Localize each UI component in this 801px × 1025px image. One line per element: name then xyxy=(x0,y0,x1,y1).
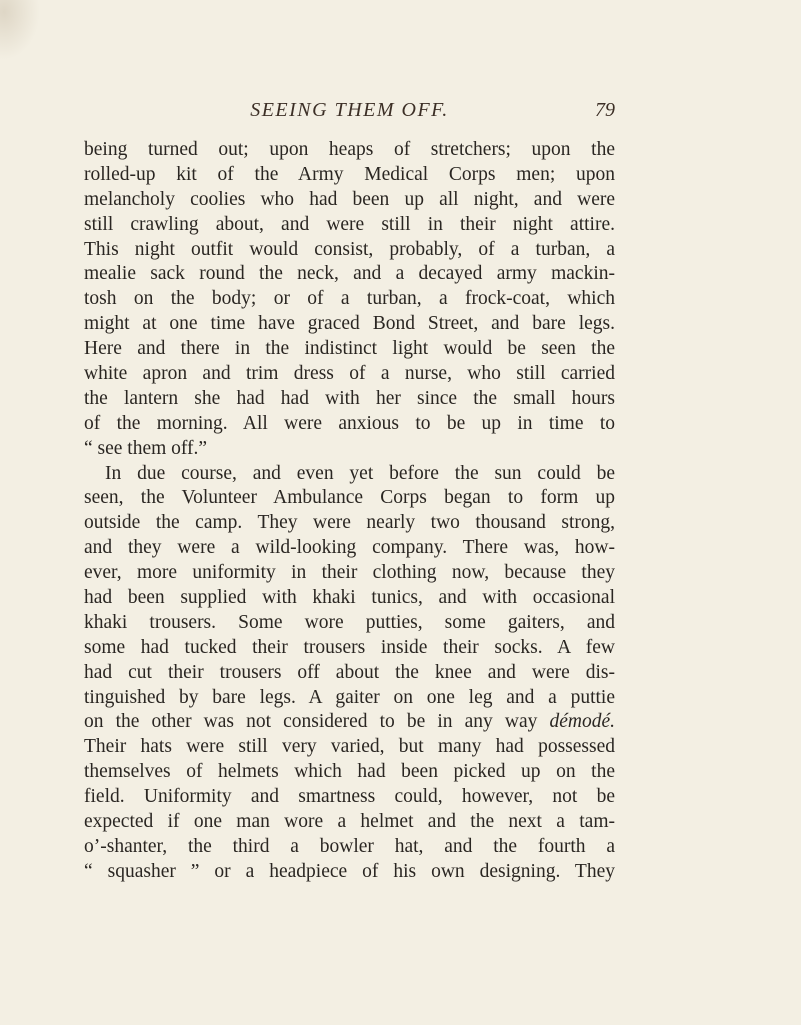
text-line xyxy=(84,362,615,387)
text-line xyxy=(84,561,615,586)
text-line xyxy=(84,636,615,661)
text-line-content: “ see them off.” xyxy=(84,437,208,459)
text-line xyxy=(84,611,615,636)
text-line-content: “ squasher ” or a headpiece of his own designing. They xyxy=(84,860,615,882)
page-stain xyxy=(0,0,40,60)
text-line-content: some had tucked their trousers inside their socks. A few xyxy=(84,636,615,658)
text-line-content: In due course, and even yet before the sun could be xyxy=(105,462,615,484)
text-line-content: the lantern she had had with her since the small hours xyxy=(84,387,615,409)
text-line xyxy=(84,287,615,312)
text-line xyxy=(84,860,615,885)
text-line-content: o’-shanter, the third a bowler hat, and the fourth a xyxy=(84,835,615,857)
text-line-content: expected if one man wore a helmet and the next a tam- xyxy=(84,811,615,833)
text-line-content: white apron and trim dress of a nurse, who still carried xyxy=(84,363,615,385)
text-line xyxy=(84,810,615,835)
running-head xyxy=(84,99,615,127)
text-line xyxy=(84,785,615,810)
body-text xyxy=(84,138,615,885)
text-line-content: khaki trousers. Some wore putties, some gaiters, and xyxy=(84,611,615,633)
text-line-content: might at one time have graced Bond Street, and bare legs. xyxy=(84,313,615,335)
page-number: 79 xyxy=(595,99,615,121)
italic-word: démodé. xyxy=(549,711,616,733)
text-line xyxy=(84,710,615,735)
text-line xyxy=(84,835,615,860)
text-line-content: themselves of helmets which had been picked up on the xyxy=(84,761,615,783)
text-line-content: had cut their trousers off about the knee and were dis- xyxy=(84,661,615,683)
text-line xyxy=(84,312,615,337)
text-line-content: rolled-up kit of the Army Medical Corps men; upon xyxy=(84,163,615,185)
text-line-content: Their hats were still very varied, but many had possessed xyxy=(84,736,615,758)
text-line-content: This night outfit would consist, probably, of a turban, a xyxy=(84,238,615,260)
text-line-content: had been supplied with khaki tunics, and with occasional xyxy=(84,587,615,609)
text-line xyxy=(84,163,615,188)
text-line-content: of the morning. All were anxious to be up in time to xyxy=(84,412,615,434)
text-line xyxy=(84,387,615,412)
text-line-content: ever, more uniformity in their clothing now, because they xyxy=(84,562,615,584)
text-line xyxy=(84,213,615,238)
text-line xyxy=(84,437,615,462)
text-line-content: outside the camp. They were nearly two thousand strong, xyxy=(84,512,615,534)
text-line xyxy=(84,238,615,263)
text-line-content: field. Uniformity and smartness could, however, not be xyxy=(84,786,615,808)
text-line xyxy=(84,262,615,287)
text-line xyxy=(84,586,615,611)
text-line-content: mealie sack round the neck, and a decayed army mackin- xyxy=(84,263,615,285)
text-line xyxy=(84,760,615,785)
text-line xyxy=(84,188,615,213)
text-line-content: still crawling about, and were still in their night attire. xyxy=(84,213,615,235)
text-line xyxy=(84,735,615,760)
text-line xyxy=(84,661,615,686)
text-line-content: being turned out; upon heaps of stretchers; upon the xyxy=(84,139,615,160)
text-line-content: on the other was not considered to be in any way xyxy=(84,711,538,733)
text-line xyxy=(84,138,615,163)
text-line-content: seen, the Volunteer Ambulance Corps began to form up xyxy=(84,487,615,509)
text-line xyxy=(84,536,615,561)
text-line xyxy=(84,462,615,487)
text-line-content: Here and there in the indistinct light would be seen the xyxy=(84,338,615,360)
text-line-content: tinguished by bare legs. A gaiter on one leg and a puttie xyxy=(84,686,615,708)
text-line-content: melancholy coolies who had been up all night, and were xyxy=(84,188,615,210)
text-line xyxy=(84,412,615,437)
text-line xyxy=(84,511,615,536)
text-line xyxy=(84,486,615,511)
text-line-content: tosh on the body; or of a turban, a frock-coat, which xyxy=(84,288,615,310)
text-line xyxy=(84,337,615,362)
running-title: SEEING THEM OFF. xyxy=(250,99,449,121)
text-line-content: and they were a wild-looking company. There was, how- xyxy=(84,537,615,559)
text-line xyxy=(84,686,615,711)
